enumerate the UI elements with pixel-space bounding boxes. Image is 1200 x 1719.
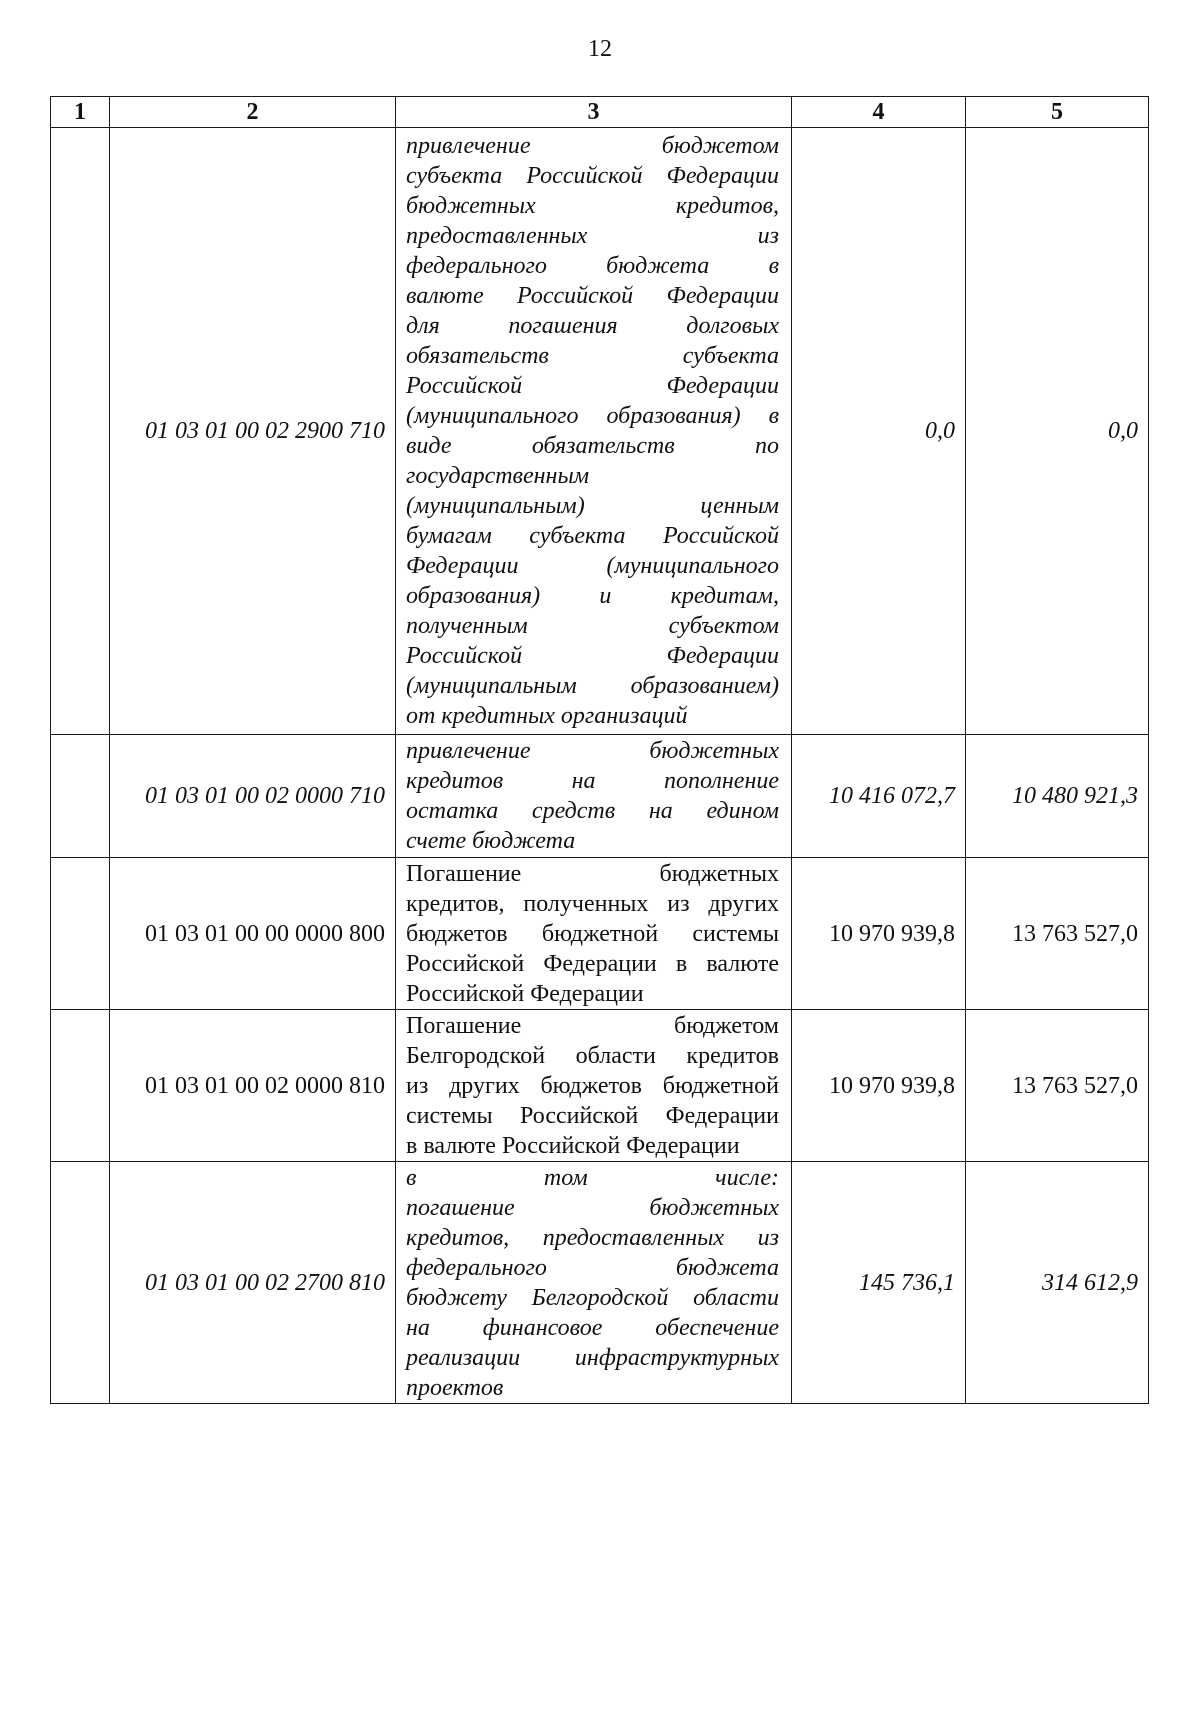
description-line: Федерации (муниципального [406,553,779,579]
description-line: полученным субъектом [406,613,779,639]
description-line: государственным [406,463,590,489]
description-line: остатка средств на едином [406,798,779,824]
description-line: Белгородской области кредитов [406,1042,779,1069]
description-line: в валюте Российской Федерации [406,1132,740,1159]
description-line: для погашения долговых [406,313,779,339]
description-line: привлечение бюджетных [406,738,779,764]
description-line: привлечение бюджетом [406,133,779,159]
description-line: погашение бюджетных [406,1194,779,1221]
description-line: предоставленных из [406,223,779,249]
description-cell [396,858,792,1010]
description-line: виде обязательств по [406,433,779,459]
table-row [51,1162,1149,1404]
description-line: (муниципальным) ценным [406,493,779,519]
amount-col4-cell: 10 416 072,7 [792,735,966,858]
column-header-4: 4 [792,97,966,128]
description-line: Погашение бюджетных [406,860,779,887]
description-line: валюте Российской Федерации [406,283,779,309]
amount-col5-cell: 13 763 527,0 [966,858,1149,1010]
description-cell [396,1010,792,1162]
description-line: федерального бюджета [406,1254,779,1281]
description-line: бумагам субъекта Российской [406,523,779,549]
budget-code-cell: 01 03 01 00 02 0000 710 [110,735,396,858]
amount-col4-cell: 0,0 [792,128,966,735]
description-line: кредитов, предоставленных из [406,1224,779,1251]
description-line: Российской Федерации [406,980,644,1007]
amount-col4-cell: 10 970 939,8 [792,858,966,1010]
description-line: кредитов, полученных из других [406,890,779,917]
description-line: Погашение бюджетом [406,1012,779,1039]
description-line: от кредитных организаций [406,703,688,729]
budget-sources-table [50,96,1149,1404]
description-line: бюджетных кредитов, [406,193,779,219]
description-line: (муниципальным образованием) [406,673,779,699]
description-line: субъекта Российской Федерации [406,163,779,189]
row-index-cell [51,1162,110,1404]
budget-code-cell: 01 03 01 00 00 0000 800 [110,858,396,1010]
amount-col4-cell: 145 736,1 [792,1162,966,1404]
budget-code-cell: 01 03 01 00 02 2900 710 [110,128,396,735]
column-header-2: 2 [110,97,396,128]
row-index-cell [51,858,110,1010]
description-line: (муниципального образования) в [406,403,779,429]
amount-col5-cell: 10 480 921,3 [966,735,1149,858]
amount-col5-cell: 0,0 [966,128,1149,735]
row-index-cell [51,128,110,735]
description-line: образования) и кредитам, [406,583,779,609]
budget-code-cell: 01 03 01 00 02 2700 810 [110,1162,396,1404]
description-line: Российской Федерации в валюте [406,950,779,977]
description-line: кредитов на пополнение [406,768,779,794]
description-line: обязательств субъекта [406,343,779,369]
description-cell [396,735,792,858]
page-number: 12 [588,36,612,62]
description-line: счете бюджета [406,828,576,854]
description-line: в том числе: [406,1164,779,1191]
description-cell [396,1162,792,1404]
description-line: из других бюджетов бюджетной [406,1072,779,1099]
description-line: проектов [406,1374,504,1401]
row-index-cell [51,1010,110,1162]
table-row [51,735,1149,858]
table-header-row [51,97,1149,128]
table-row [51,128,1149,735]
description-line: системы Российской Федерации [406,1102,779,1129]
column-header-3: 3 [396,97,792,128]
description-line: бюджету Белгородской области [406,1284,779,1311]
table-row [51,858,1149,1010]
description-line: федерального бюджета в [406,253,779,279]
table-row [51,1010,1149,1162]
description-line: Российской Федерации [406,643,779,669]
description-line: на финансовое обеспечение [406,1314,779,1341]
amount-col4-cell: 10 970 939,8 [792,1010,966,1162]
description-line: бюджетов бюджетной системы [406,920,779,947]
column-header-5: 5 [966,97,1149,128]
column-header-1: 1 [51,97,110,128]
description-line: Российской Федерации [406,373,779,399]
description-cell [396,128,792,735]
amount-col5-cell: 314 612,9 [966,1162,1149,1404]
table-body [51,128,1149,1404]
row-index-cell [51,735,110,858]
amount-col5-cell: 13 763 527,0 [966,1010,1149,1162]
budget-code-cell: 01 03 01 00 02 0000 810 [110,1010,396,1162]
description-line: реализации инфраструктурных [406,1344,779,1371]
